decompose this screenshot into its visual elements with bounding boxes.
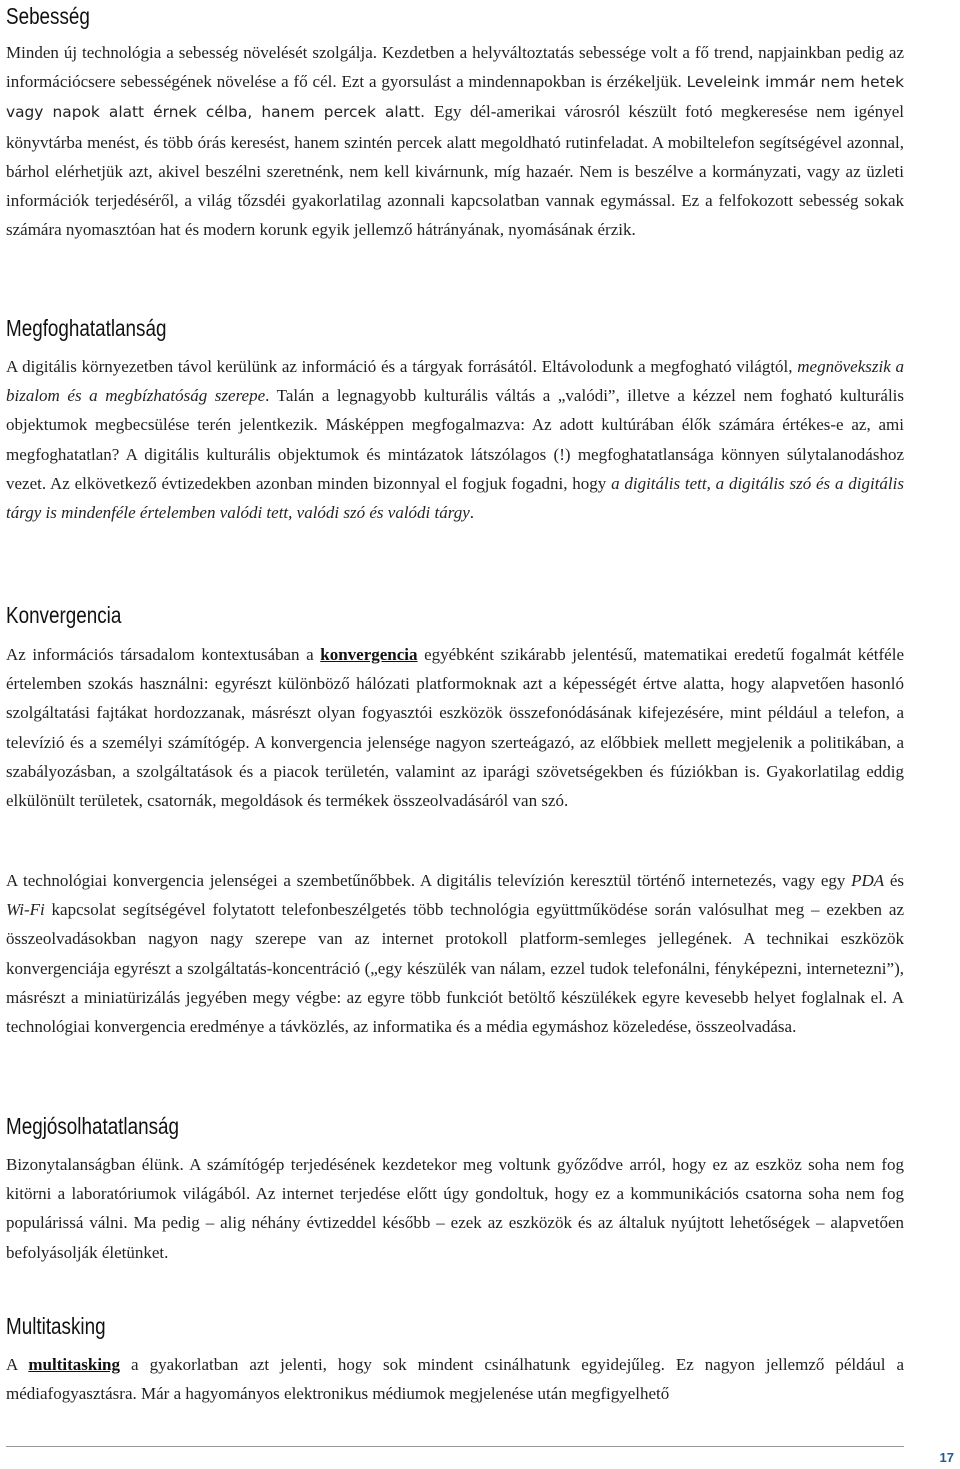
emphasis-text: PDA <box>851 871 885 890</box>
section-heading-megfoghatatlansag: Megfoghatatlanság <box>6 315 167 341</box>
konvergencia-link[interactable]: konvergencia <box>320 645 418 664</box>
text-run: A technológiai konvergencia jelenségei a szembetűnőbbek. A digitális televízión keresztül történő internetezés, vagy egy <box>6 871 852 890</box>
footer-divider <box>6 1446 904 1447</box>
text-run: Bizonytalanságban élünk. A számítógép terjedésének kezdetekor meg voltunk győződve arról, hogy ez az eszköz soha nem fog kitörni a laboratóriumok világából. Az internet terjedése előtt úgy gondoltuk, hogy ez a kommunikációs csatorna soha nem fog populárissá válni. Ma pedig – alig néhány évtizeddel később – ezek az eszközök és az általuk nyújtott lehetőségek – alapvetően befolyásolják életünket. <box>6 1155 904 1262</box>
section-heading-multitasking: Multitasking <box>6 1313 106 1339</box>
text-run: Egy dél-amerikai városról készült fotó megkeresése nem igényel könyvtárba menést, és több órás keresést, hanem szintén percek alatt megoldható rutinfeladat. A mobiltelefon segítségével azonnal, bárhol elérhetjük azt, akivel beszélni szeretnénk, nem kell kivárnunk, míg hazaér. Nem is beszélve a kormányzati, vagy az üzleti információk terjedéséről, a világ tőzsdéi gyakorlatilag azonnali kapcsolatban vannak egymással. Ez a felfokozott sebesség sokak számára nyomasztóan hat és modern korunk egyik jellemző hátrányának, nyomásának érzik. <box>6 102 904 240</box>
emphasis-text: megnövekszik a bizalom és a megbízhatóság szerepe <box>6 357 904 406</box>
multitasking-link[interactable]: multitasking <box>28 1355 120 1374</box>
text-run-sans: Leveleink immár nem hetek vagy napok alatt érnek célba, hanem percek alatt. <box>6 73 904 122</box>
paragraph-konvergencia-2 <box>6 866 904 1041</box>
paragraph-multitasking <box>6 1350 904 1408</box>
emphasis-text: a digitális tett, a digitális szó és a digitális tárgy is mindenféle értelemben valódi tett, valódi szó és valódi tárgy <box>6 473 904 523</box>
text-run: A digitális környezetben távol kerülünk az információ és a tárgyak forrásától. Eltávolodunk a megfogható világtól, <box>6 357 798 376</box>
section-heading-sebesseg: Sebesség <box>6 3 90 29</box>
emphasis-text: Wi-Fi <box>6 900 45 920</box>
paragraph-megjosolhatatlansag <box>6 1150 904 1267</box>
section-heading-megjosolhatatlansag: Megjósolhatatlanság <box>6 1113 180 1139</box>
text-run: és <box>884 871 904 890</box>
text-run: kapcsolat segítségével folytatott telefonbeszélgetés több technológia együttműködése során valósulhat meg – ezekben az összeolvadásokban nagyon nagy szerepe van az internet protokoll platform-semleges jellegének. A technikai eszközök konvergenciája egyrészt a szolgáltatás-koncentráció („egy készülék van nálam, ezzel tudok telefonálni, fényképezni, internetezni”), másrészt a miniatürizálás jegyében megy végbe: az egyre több funkciót betöltő készülékek egyre kevesebb helyet foglalnak el. A technológiai konvergencia eredménye a távközlés, az informatika és a média egymáshoz közeledése, összeolvadása. <box>6 900 904 1037</box>
text-run: a gyakorlatban azt jelenti, hogy sok mindent csinálhatunk egyidejűleg. Ez nagyon jellemző például a médiafogyasztásra. Már a hagyományos elektronikus médiumok megjelenése után megfigyelhető <box>6 1355 904 1404</box>
paragraph-konvergencia-1 <box>6 640 904 815</box>
text-run: Minden új technológia a sebesség növelését szolgálja. Kezdetben a helyváltoztatás sebessége volt a fő trend, napjainkban pedig az információcsere sebességének növelése a fő cél. Ezt a gyorsulást a mindennapokban is érzékeljük. <box>6 43 904 92</box>
page-number: 17 <box>939 1450 954 1465</box>
paragraph-megfoghatatlansag <box>6 352 904 527</box>
paragraph-sebesseg <box>6 38 904 244</box>
text-run: Az információs társadalom kontextusában a <box>6 645 321 664</box>
section-heading-konvergencia: Konvergencia <box>6 602 122 628</box>
text-run: . Talán a legnagyobb kulturális váltás a „valódi”, illetve a kézzel nem fogható kulturális objektumok megbecsülése terén jelentkezik. Másképpen megfogalmazva: Az adott kultúrában élők számára értékes-e az, ami megfoghatatlan? A digitális kulturális objektumok és mintázatok látszólagos (!) megfoghatatlansága könnyen súlytalanodáshoz vezet. Az elkövetkező évtizedekben azonban minden bizonnyal el fogjuk fogadni, hogy <box>6 386 905 493</box>
text-run: egyébként szikárabb jelentésű, matematikai eredetű fogalmát kétféle értelemben szokás használni: egyrészt különböző hálózati platformoknak azt a képességét értve alatta, hogy alapvetően hasonló szolgáltatási fajtákat hordozzanak, másrészt olyan fogyasztói eszközök összefonódásának kifejezésére, mint például a telefon, a televízió és a személyi számítógép. A konvergencia jelensége nagyon szerteágazó, az előbbiek mellett megjelenik a politikában, a szabályozásban, a szolgáltatások és a piacok területén, valamint az iparági szövetségekben és fúziókban is. Gyakorlatilag eddig elkülönült területek, csatornák, megoldások és termékek összeolvadásáról van szó. <box>6 645 904 811</box>
text-run: A <box>6 1355 29 1374</box>
text-run: . <box>469 503 475 523</box>
